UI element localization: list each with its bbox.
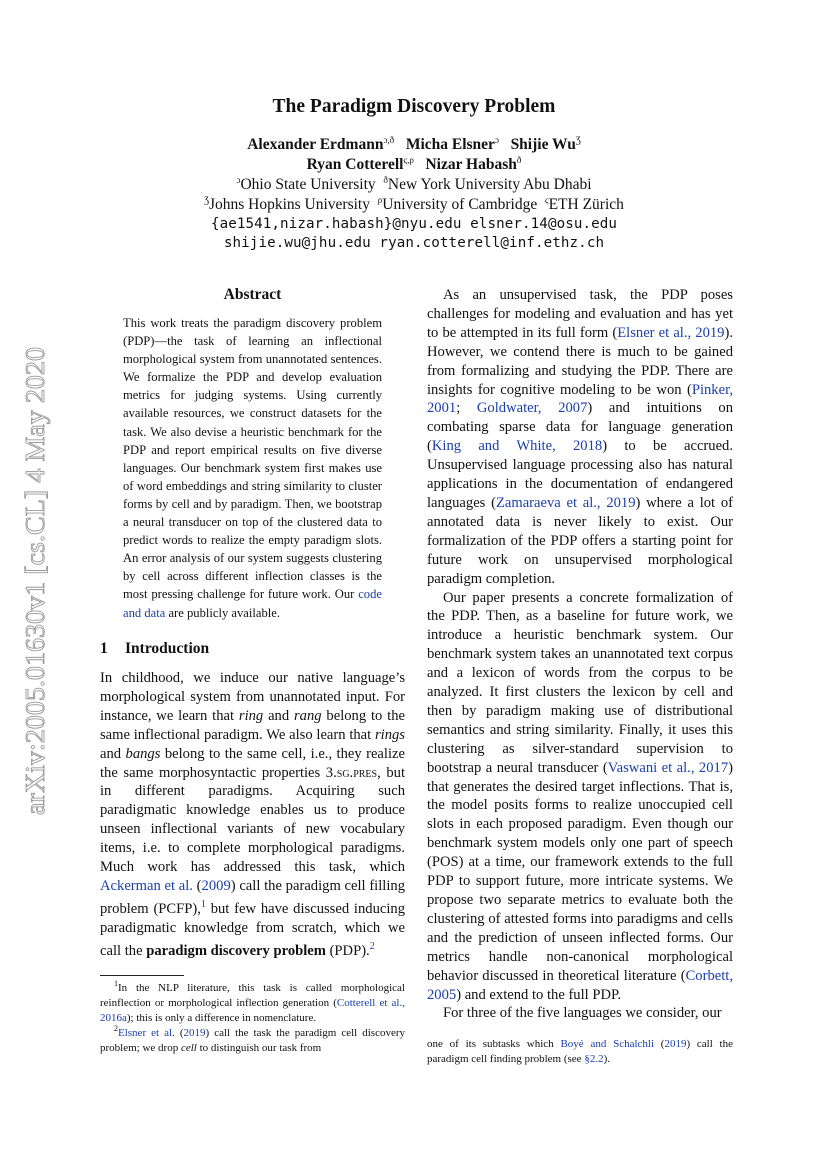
- text-run: ); this is only a difference in nomenclature.: [126, 1012, 317, 1024]
- citation-link[interactable]: King and White, 2018: [431, 438, 603, 455]
- citation-link[interactable]: Corbett, 2005: [427, 967, 733, 1003]
- text-run: (PDP).: [325, 942, 370, 959]
- italic-term: rang: [294, 707, 322, 724]
- footnote-2-continued: [427, 1037, 733, 1067]
- author-name: Shijie Wu: [510, 136, 576, 153]
- right-column-body: [427, 286, 733, 1023]
- left-column-body: [100, 669, 405, 960]
- author-line-1: [0, 136, 828, 154]
- author-line-2: [0, 156, 828, 174]
- affiliation-name: University of Cambridge: [382, 196, 538, 213]
- text-run: ) where a lot of annotated data is never likely to exist. Our formalization of the PDP offers a starting point for future work on unsupervised morphological paradigm completion.: [427, 494, 733, 587]
- arxiv-identifier-text: arXiv:2005.01630v1 [cs.CL] 4 May 2020: [20, 365, 50, 815]
- text-run: belong to the same inflectional paradigm. We also learn that: [100, 707, 406, 743]
- text-run: ). However, we contend there is much to be gained from formalizing and studying the PDP. There are insights for cognitive modeling to be won (: [427, 324, 733, 398]
- affiliation-name: New York University Abu Dhabi: [387, 176, 592, 193]
- footnote-marker[interactable]: 2: [369, 940, 375, 952]
- footnote-number: 1: [114, 979, 118, 988]
- footnote-1: [100, 981, 405, 1026]
- author-name: Alexander Erdmann: [247, 136, 384, 153]
- citation-link[interactable]: Cotterell et al., 2016a: [100, 997, 405, 1024]
- text-run: In childhood, we induce our native language’s morphological system from unannotated input. For instance, we learn that: [100, 670, 405, 724]
- author-affiliation-mark: ς,ρ: [403, 155, 414, 165]
- text-run: ;: [456, 400, 477, 417]
- text-run: ) that generates the desired target inflections. That is, the model posits forms to realize unoccupied cell slots in each proposed paradigm. Even though our benchmark system models only one part of speech (POS) at a time, our framework extends to the full PDP to support future, more intricate systems. We propose two separate metrics to evaluate both the clustering of attested forms into paradigms and cells and the prediction of unseen inflected forms. Our metrics handle non-canonical morphological behavior discussed in theoretical literature (: [427, 759, 733, 984]
- text-run: (: [192, 877, 202, 894]
- affiliation-line-1: [0, 176, 828, 194]
- footnote-marker[interactable]: 1: [200, 898, 206, 910]
- citation-link[interactable]: Elsner et al., 2019: [617, 324, 725, 341]
- citation-link[interactable]: Vaswani et al., 2017: [607, 759, 729, 776]
- text-run: In the NLP literature, this task is called morphological reinflection or morphological inflection generation (: [100, 982, 405, 1009]
- right-paragraph-2: [427, 589, 733, 1005]
- citation-link[interactable]: Boyé and Schalchli: [560, 1038, 655, 1050]
- affiliation-name: Ohio State University: [240, 176, 376, 193]
- email-line-2[interactable]: shijie.wu@jhu.edu ryan.cotterell@inf.ethz.ch: [223, 235, 605, 251]
- section-number: 1: [100, 640, 108, 657]
- abstract-text: [123, 314, 382, 622]
- abstract-text-part: are publicly available.: [165, 605, 281, 620]
- right-footnotes: [427, 1037, 733, 1067]
- intro-paragraph-1: [100, 669, 405, 960]
- author-name: Ryan Cotterell: [306, 156, 404, 173]
- affiliation-mark: ð: [383, 175, 388, 185]
- citation-link[interactable]: Pinker, 2001: [427, 381, 733, 417]
- footnote-2: [100, 1026, 405, 1056]
- citation-link[interactable]: Elsner et al.: [118, 1027, 175, 1039]
- affiliation-mark: ɔ: [236, 175, 241, 185]
- abstract-heading: Abstract: [223, 286, 282, 303]
- citation-link[interactable]: Zamaraeva et al., 2019: [495, 494, 636, 511]
- paper-title: The Paradigm Discovery Problem: [272, 96, 556, 117]
- section-reference-link[interactable]: §2.2: [584, 1053, 604, 1065]
- affiliation-line-2: [0, 196, 828, 214]
- left-footnotes: [100, 981, 405, 1056]
- text-run: ).: [603, 1053, 610, 1065]
- text-run: and: [100, 745, 126, 762]
- text-run: ) and intuitions on combating sparse data for language generation (: [427, 400, 733, 455]
- italic-term: cell: [180, 1042, 197, 1054]
- italic-term: rings: [374, 726, 405, 743]
- email-line-1[interactable]: {ae1541,nizar.habash}@nyu.edu elsner.14@osu.edu: [210, 216, 618, 232]
- citation-link[interactable]: Ackerman et al.: [100, 877, 193, 894]
- right-paragraph-3: For three of the five languages we consider, our: [443, 1005, 722, 1022]
- author-name: Nizar Habash: [425, 156, 517, 173]
- text-run: ) call the task the paradigm cell discovery problem; we drop: [100, 1027, 406, 1054]
- section-title: Introduction: [125, 640, 210, 657]
- text-run: (: [654, 1038, 665, 1050]
- affiliation-name: ETH Zürich: [548, 196, 624, 213]
- section-heading-introduction: [100, 640, 209, 658]
- footnote-rule: [100, 975, 184, 976]
- affiliation-mark: ς: [544, 195, 549, 205]
- text-run: ) to be accrued. Unsupervised language processing also has natural applications in the documentation of endangered languages (: [427, 438, 733, 511]
- arxiv-identifier-stamp: [14, 345, 56, 815]
- affiliation-mark: Ʒ: [204, 195, 209, 205]
- small-caps-term: sg.pres: [336, 764, 378, 781]
- affiliation-mark: ρ: [377, 195, 383, 205]
- bold-term: paradigm discovery problem: [146, 942, 326, 959]
- citation-link[interactable]: 2009: [201, 877, 231, 894]
- italic-term: bangs: [125, 745, 161, 762]
- author-affiliation-mark: ɔ: [494, 135, 499, 145]
- code-and-data-link[interactable]: code and data: [123, 587, 382, 620]
- text-run: ) call the paradigm cell finding problem (see: [427, 1038, 733, 1065]
- text-run: ) and extend to the full PDP.: [456, 986, 622, 1003]
- text-run: (: [174, 1027, 184, 1039]
- citation-link[interactable]: 2019: [664, 1038, 687, 1050]
- citation-link[interactable]: Goldwater, 2007: [476, 400, 588, 417]
- text-run: one of its subtasks which: [427, 1038, 561, 1050]
- text-run: As an unsupervised task, the PDP poses challenges for modeling and evaluation and has yet to be attempted in its full form (: [427, 287, 733, 341]
- text-run: ) call the paradigm cell filling problem (PCFP),: [100, 877, 405, 917]
- text-run: to distinguish our task from: [196, 1042, 322, 1054]
- author-affiliation-mark: Ʒ: [575, 135, 581, 145]
- text-run: belong to the same cell, i.e., they realize the same morphosyntactic properties 3.: [100, 745, 405, 781]
- author-name: Micha Elsner: [405, 136, 495, 153]
- italic-term: ring: [238, 707, 264, 724]
- author-affiliation-mark: ɔ,ð: [383, 135, 395, 145]
- text-run: but few have discussed inducing paradigmatic knowledge from scratch, which we call the: [100, 900, 405, 959]
- footnote-number: 2: [114, 1024, 118, 1033]
- citation-link[interactable]: 2019: [183, 1027, 206, 1039]
- affiliation-name: Johns Hopkins University: [208, 196, 370, 213]
- text-run: , but in different paradigms. Acquiring such paradigmatic knowledge enables us to produce unseen inflectional variants of new vocabulary items, i.e. to complete morphological paradigms. Much work has addressed this task, which: [100, 764, 405, 876]
- text-run: Our paper presents a concrete formalization of the PDP. Then, as a baseline for future work, we introduce a heuristic benchmark system. Our benchmark system takes an unannotated text corpus and a lexicon of words from the corpus to be analyzed. It first clusters the lexicon by cell and then by paradigm making use of distributional semantics and string similarity. Finally, it uses this clustering as silver-standard supervision to bootstrap a neural transducer (: [427, 589, 733, 776]
- right-paragraph-1: [427, 286, 733, 589]
- text-run: and: [263, 707, 294, 724]
- abstract-text-part: This work treats the paradigm discovery problem (PDP)—the task of learning an inflectional morphological system from unannotated sentences. We formalize the PDP and develop evaluation metrics for judging systems. Using currently available resources, we construct datasets for the task. We also devise a heuristic benchmark for the PDP and report empirical results on five diverse languages. Our benchmark system first makes use of word embeddings and string similarity to cluster forms by cell and by paradigm. Then, we bootstrap a neural transducer on top of the clustered data to predict words to realize the empty paradigm slots. An error analysis of our system suggests clustering by cell across different inflection classes is the most pressing challenge for future work. Our: [123, 316, 382, 602]
- author-affiliation-mark: ð: [516, 155, 522, 165]
